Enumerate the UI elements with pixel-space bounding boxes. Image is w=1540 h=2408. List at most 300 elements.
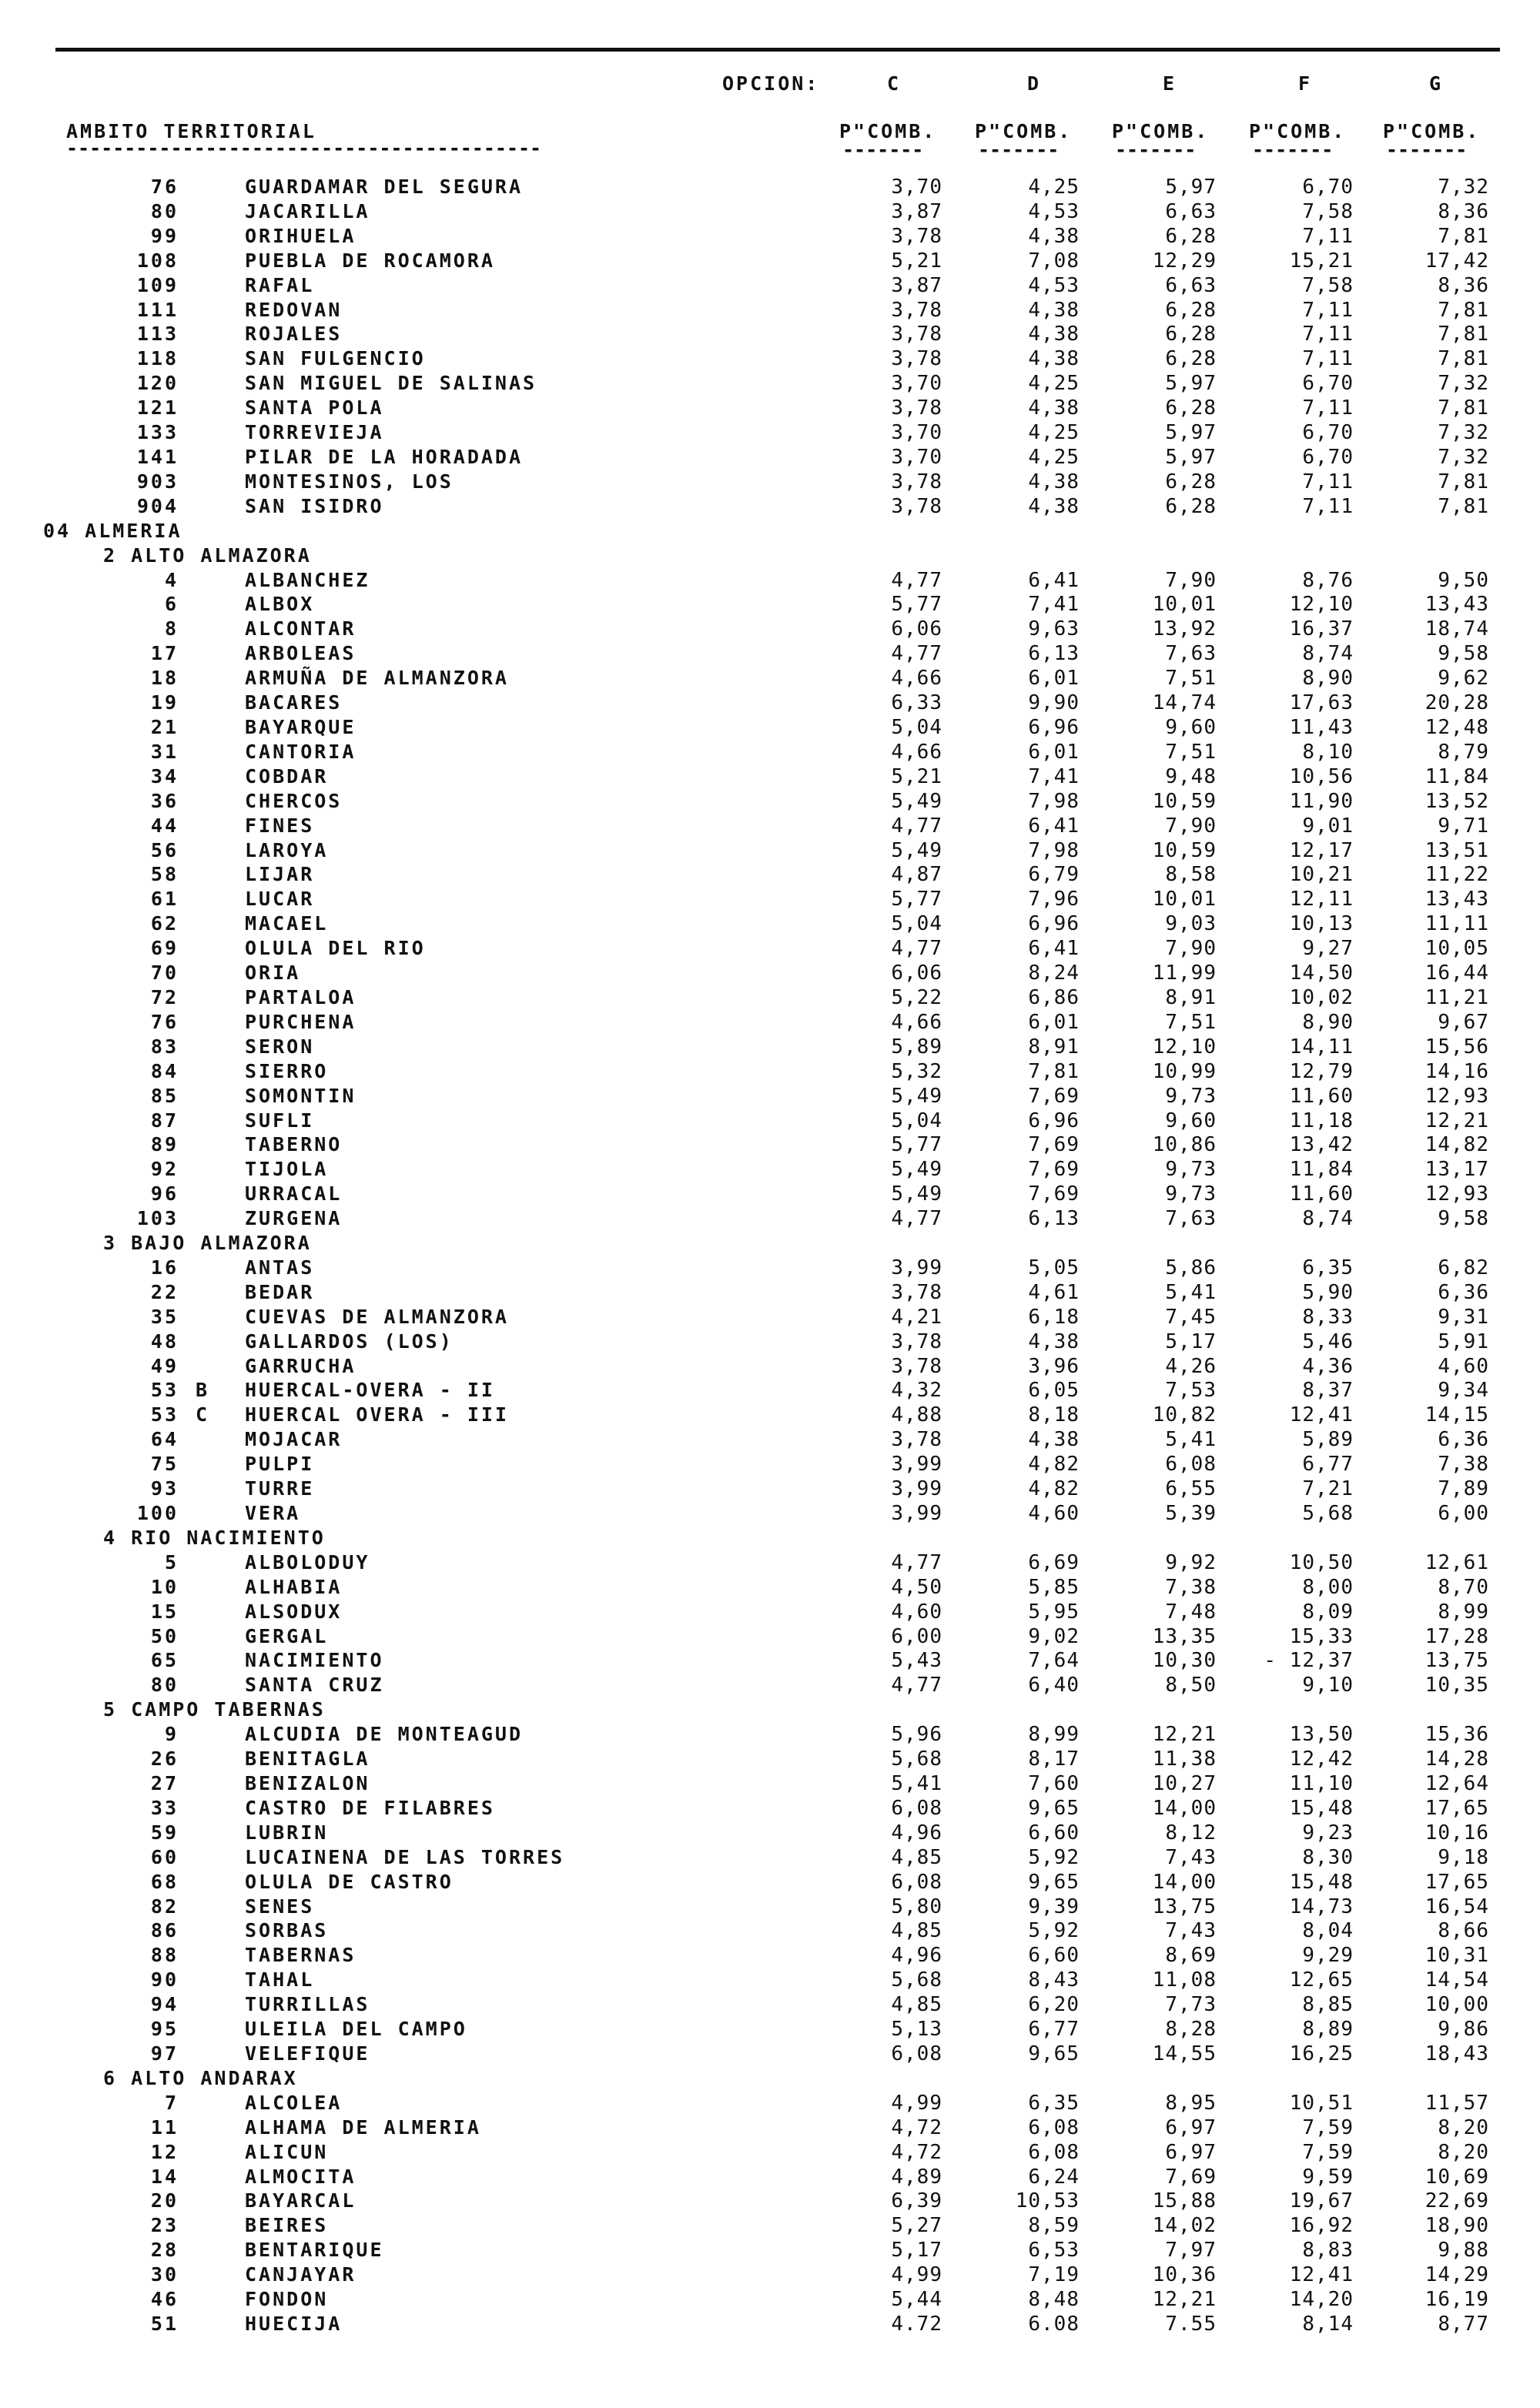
value-cell-e: 12,21 [1152,1723,1217,1746]
value-cell-f: 8,74 [1302,642,1354,665]
value-cell-d: 6,01 [1028,1011,1080,1034]
value-cell-f: 9,29 [1302,1944,1354,1967]
value-cell-c: 5,21 [891,765,942,788]
value-cell-g: 5,91 [1438,1330,1489,1353]
value-cell-c: 3,78 [891,1330,942,1353]
municipality-code: 56 [150,839,179,861]
value-cell-d: 4,61 [1028,1281,1080,1304]
value-cell-e: 10,86 [1152,1133,1217,1156]
value-cell-f: 7,11 [1302,323,1354,346]
municipality-name: ORIA [245,962,301,984]
value-cell-g: 10,69 [1424,2166,1489,2189]
value-cell-d: 9,65 [1028,1871,1080,1894]
value-cell-f: 8,30 [1302,1846,1354,1869]
value-cell-g: 16,44 [1424,962,1489,985]
value-cell-d: 7,98 [1028,790,1080,813]
value-cell-g: 17,65 [1424,1797,1489,1820]
value-cell-g: 7,81 [1438,396,1489,420]
value-cell-f: 8,04 [1302,1919,1354,1942]
municipality-name: URRACAL [245,1182,343,1205]
value-cell-c: 5,89 [891,1035,942,1059]
value-cell-f: 7,59 [1302,2141,1354,2164]
value-cell-g: 15,56 [1424,1035,1489,1059]
value-cell-g: 7,32 [1438,372,1489,395]
value-cell-c: 3,78 [891,323,942,346]
municipality-name: CANTORIA [245,741,357,763]
value-cell-e: 9,73 [1165,1182,1217,1206]
value-cell-d: 6,69 [1028,1551,1080,1574]
value-cell-g: 7,32 [1438,421,1489,444]
municipality-name: BENIZALON [245,1772,370,1794]
value-cell-c: 6,00 [891,1625,942,1648]
value-cell-e: 7,51 [1165,667,1217,690]
value-cell-g: 10,35 [1424,1674,1489,1697]
value-cell-e: 5,86 [1165,1256,1217,1279]
value-cell-e: 6,28 [1165,396,1217,420]
value-cell-d: 9,65 [1028,2042,1080,2065]
value-cell-c: 6,06 [891,617,942,640]
municipality-name: OLULA DEL RIO [245,937,426,959]
value-cell-f: 10,50 [1289,1551,1354,1574]
municipality-code: 34 [150,765,179,788]
value-cell-g: 7,81 [1438,225,1489,248]
value-cell-g: 15,36 [1424,1723,1489,1746]
municipality-name: ALBANCHEZ [245,569,370,591]
value-cell-g: 18,90 [1424,2214,1489,2237]
municipality-code: 14 [150,2166,179,2188]
value-cell-d: 6,13 [1028,1207,1080,1230]
municipality-name: LUCAR [245,888,315,910]
value-cell-c: 4,99 [891,2092,942,2115]
municipality-name: JACARILLA [245,200,370,222]
value-cell-f: 11,84 [1289,1158,1354,1181]
municipality-code: 62 [150,912,179,935]
column-header-f: F [1298,72,1313,95]
value-cell-g: 13,43 [1424,593,1489,616]
value-cell-g: 8,70 [1438,1576,1489,1599]
value-cell-c: 4,72 [891,2141,942,2164]
value-cell-d: 5,95 [1028,1600,1080,1624]
value-cell-c: 5,13 [891,2018,942,2041]
value-cell-f: 7,58 [1302,200,1354,223]
municipality-name: PURCHENA [245,1011,357,1033]
value-cell-d: 4,38 [1028,495,1080,518]
municipality-code: 80 [150,200,179,222]
value-cell-c: 5,49 [891,790,942,813]
value-cell-c: 3,78 [891,347,942,370]
value-cell-e: 9,92 [1165,1551,1217,1574]
value-cell-g: 10,16 [1424,1821,1489,1844]
municipality-name: TURRILLAS [245,1993,370,2015]
municipality-name: CASTRO DE FILABRES [245,1797,495,1819]
value-cell-f: 8,10 [1302,741,1354,764]
value-cell-f: 17,63 [1289,691,1354,714]
municipality-code: 11 [150,2116,179,2139]
municipality-code: 61 [150,888,179,910]
value-cell-e: 8,91 [1165,986,1217,1009]
value-cell-f: 8,85 [1302,1993,1354,2016]
value-cell-g: 6,36 [1438,1281,1489,1304]
value-cell-d: 7,08 [1028,249,1080,273]
municipality-code: 15 [150,1600,179,1623]
value-cell-d: 4,38 [1028,1330,1080,1353]
value-cell-g: 17,65 [1424,1871,1489,1894]
municipality-name: ALMOCITA [245,2166,357,2188]
value-cell-f: 10,21 [1289,863,1354,886]
value-cell-c: 3,99 [891,1477,942,1500]
value-cell-f: 10,02 [1289,986,1354,1009]
value-cell-e: 10,36 [1152,2263,1217,2286]
value-cell-f: 9,01 [1302,814,1354,838]
value-cell-g: 9,71 [1438,814,1489,838]
municipality-name: GUARDAMAR DEL SEGURA [245,176,524,198]
value-cell-e: 7,45 [1165,1306,1217,1329]
municipality-code: 108 [136,249,179,272]
municipality-code: 72 [150,986,179,1008]
municipality-code: 18 [150,667,179,689]
value-cell-e: 10,01 [1152,593,1217,616]
municipality-name: GALLARDOS (LOS) [245,1330,454,1353]
value-cell-d: 9,90 [1028,691,1080,714]
value-cell-g: 18,43 [1424,2042,1489,2065]
value-cell-d: 6,01 [1028,667,1080,690]
municipality-name: BAYARCAL [245,2189,357,2212]
value-cell-e: 5,39 [1165,1502,1217,1525]
value-cell-c: 4,87 [891,863,942,886]
value-cell-f: 16,37 [1289,617,1354,640]
municipality-name: ALHABIA [245,1576,343,1598]
municipality-name: ALICUN [245,2141,329,2163]
municipality-name: BACARES [245,691,343,714]
municipality-code: 75 [150,1453,179,1475]
value-cell-c: 5,49 [891,1182,942,1206]
value-cell-f: 12,41 [1289,1403,1354,1426]
municipality-name: TABERNAS [245,1944,357,1966]
municipality-name: BENTARIQUE [245,2239,384,2261]
value-cell-g: 14,28 [1424,1747,1489,1771]
value-cell-f: 14,73 [1289,1895,1354,1918]
value-cell-f: 12,10 [1289,593,1354,616]
value-cell-c: 5,32 [891,1060,942,1083]
column-header-c: C [887,72,902,95]
value-cell-c: 5,49 [891,1085,942,1108]
municipality-name: SUFLI [245,1109,315,1132]
value-cell-f: 8,90 [1302,667,1354,690]
municipality-code: 28 [150,2239,179,2261]
value-cell-e: 14,55 [1152,2042,1217,2065]
value-cell-f: 11,60 [1289,1085,1354,1108]
value-cell-d: 6,41 [1028,937,1080,960]
value-cell-d: 4,60 [1028,1502,1080,1525]
value-cell-c: 4,50 [891,1576,942,1599]
value-cell-e: 11,38 [1152,1747,1217,1771]
column-header-g: G [1429,72,1444,95]
value-cell-f: 8,37 [1302,1379,1354,1402]
value-cell-f: 5,90 [1302,1281,1354,1304]
value-cell-g: 8,66 [1438,1919,1489,1942]
value-cell-d: 8,17 [1028,1747,1080,1771]
value-cell-e: 6,28 [1165,347,1217,370]
value-cell-d: 8,59 [1028,2214,1080,2237]
value-cell-d: 7,98 [1028,839,1080,862]
value-cell-e: 5,41 [1165,1281,1217,1304]
value-cell-d: 9,65 [1028,1797,1080,1820]
value-cell-c: 3,87 [891,274,942,297]
value-cell-e: 10,01 [1152,888,1217,911]
value-cell-f: 8,33 [1302,1306,1354,1329]
municipality-code: 100 [136,1502,179,1524]
value-cell-f: 14,20 [1289,2288,1354,2311]
value-cell-g: 13,51 [1424,839,1489,862]
value-cell-e: 7,43 [1165,1846,1217,1869]
value-cell-f: 11,43 [1289,716,1354,739]
value-cell-c: 5,68 [891,1747,942,1771]
value-cell-f: 9,23 [1302,1821,1354,1844]
value-cell-e: 8,12 [1165,1821,1217,1844]
value-cell-g: 9,58 [1438,642,1489,665]
value-cell-e: 4,26 [1165,1355,1217,1378]
value-cell-g: 17,28 [1424,1625,1489,1648]
value-cell-d: 4,25 [1028,176,1080,199]
value-cell-c: 4,77 [891,642,942,665]
value-cell-f: 8,76 [1302,569,1354,592]
value-cell-e: 15,88 [1152,2189,1217,2212]
municipality-code: 99 [150,225,179,247]
value-cell-d: 4,25 [1028,421,1080,444]
municipality-code: 82 [150,1895,179,1918]
value-cell-c: 4,77 [891,1674,942,1697]
municipality-name: ULEILA DEL CAMPO [245,2018,467,2040]
value-cell-e: 7,90 [1165,814,1217,838]
municipality-name: ANTAS [245,1256,315,1279]
value-cell-f: 4,36 [1302,1355,1354,1378]
municipality-name: ALCUDIA DE MONTEAGUD [245,1723,524,1745]
value-cell-d: 4,38 [1028,396,1080,420]
column-subheader-f: P"COMB. [1249,120,1347,142]
value-cell-g: 9,50 [1438,569,1489,592]
value-cell-d: 4,53 [1028,200,1080,223]
value-cell-c: 4,77 [891,814,942,838]
municipality-name: TABERNO [245,1133,343,1156]
value-cell-d: 4,82 [1028,1453,1080,1476]
value-cell-g: 9,58 [1438,1207,1489,1230]
value-cell-f: 9,27 [1302,937,1354,960]
value-cell-d: 3,96 [1028,1355,1080,1378]
value-cell-d: 7,19 [1028,2263,1080,2286]
value-cell-d: 6.08 [1028,2313,1080,2336]
value-cell-g: 14,29 [1424,2263,1489,2286]
value-cell-e: 10,27 [1152,1772,1217,1795]
municipality-code: 46 [150,2288,179,2310]
value-cell-e: 6,28 [1165,470,1217,493]
value-cell-c: 3,99 [891,1502,942,1525]
municipality-code: 88 [150,1944,179,1966]
municipality-name: ALCONTAR [245,617,357,640]
value-cell-e: 8,58 [1165,863,1217,886]
municipality-name: RAFAL [245,274,315,296]
value-cell-g: 11,21 [1424,986,1489,1009]
value-cell-g: 14,16 [1424,1060,1489,1083]
municipality-name: TAHAL [245,1968,315,1991]
value-cell-f: 12,42 [1289,1747,1354,1771]
value-cell-f: 7,11 [1302,225,1354,248]
value-cell-d: 4,38 [1028,1428,1080,1451]
municipality-code: 12 [150,2141,179,2163]
value-cell-f: 10,13 [1289,912,1354,935]
municipality-code: 109 [136,274,179,296]
value-cell-c: 3,70 [891,421,942,444]
municipality-code: 76 [150,176,179,198]
municipality-code: 85 [150,1085,179,1107]
municipality-name: SORBAS [245,1919,329,1941]
value-cell-e: 13,75 [1152,1895,1217,1918]
value-cell-g: 14,15 [1424,1403,1489,1426]
value-cell-d: 6,08 [1028,2116,1080,2139]
value-cell-c: 4,77 [891,937,942,960]
value-cell-e: 9,60 [1165,716,1217,739]
value-cell-d: 4,38 [1028,323,1080,346]
value-cell-e: 14,00 [1152,1871,1217,1894]
municipality-code: 113 [136,323,179,345]
municipality-code: 69 [150,937,179,959]
value-cell-c: 5,44 [891,2288,942,2311]
value-cell-f: 8,89 [1302,2018,1354,2041]
municipality-code: 93 [150,1477,179,1500]
value-cell-c: 5,04 [891,716,942,739]
municipality-name: TORREVIEJA [245,421,384,443]
value-cell-e: 6,28 [1165,495,1217,518]
value-cell-e: 14,74 [1152,691,1217,714]
municipality-code: 19 [150,691,179,714]
value-cell-e: 11,08 [1152,1968,1217,1992]
value-cell-g: 9,31 [1438,1306,1489,1329]
value-cell-d: 6,60 [1028,1944,1080,1967]
municipality-code: 121 [136,396,179,419]
value-cell-d: 9,39 [1028,1895,1080,1918]
value-cell-e: 5,17 [1165,1330,1217,1353]
value-cell-c: 6,08 [891,1871,942,1894]
municipality-code: 65 [150,1649,179,1671]
value-cell-e: 6,97 [1165,2116,1217,2139]
municipality-name: LUBRIN [245,1821,329,1844]
value-cell-d: 6,01 [1028,741,1080,764]
value-cell-f: 8,74 [1302,1207,1354,1230]
municipality-name: HUERCAL-OVERA - II [245,1379,495,1401]
value-cell-e: 12,10 [1152,1035,1217,1059]
value-cell-g: 6,00 [1438,1502,1489,1525]
municipality-name: HUECIJA [245,2313,343,2335]
value-cell-e: 5,97 [1165,421,1217,444]
column-underline-f: ------- [1252,139,1334,161]
value-cell-d: 6,96 [1028,716,1080,739]
value-cell-c: 6,08 [891,1797,942,1820]
municipality-code: 31 [150,741,179,763]
value-cell-e: 7,73 [1165,1993,1217,2016]
value-cell-e: 5,97 [1165,176,1217,199]
value-cell-d: 6,79 [1028,863,1080,886]
value-cell-e: 8,28 [1165,2018,1217,2041]
value-cell-d: 8,48 [1028,2288,1080,2311]
value-cell-g: 7,38 [1438,1453,1489,1476]
value-cell-e: 7,63 [1165,642,1217,665]
value-cell-c: 3,78 [891,225,942,248]
value-cell-d: 10,53 [1015,2189,1080,2212]
value-cell-f: 15,48 [1289,1797,1354,1820]
value-cell-d: 5,05 [1028,1256,1080,1279]
value-cell-g: 11,57 [1424,2092,1489,2115]
value-cell-c: 4,77 [891,569,942,592]
municipality-name: ARBOLEAS [245,642,357,664]
value-cell-c: 5,27 [891,2214,942,2237]
value-cell-d: 7,60 [1028,1772,1080,1795]
column-subheader-d: P"COMB. [975,120,1073,142]
value-cell-d: 6,77 [1028,2018,1080,2041]
value-cell-c: 3,78 [891,1281,942,1304]
value-cell-e: 5,97 [1165,372,1217,395]
value-cell-f: 7,21 [1302,1477,1354,1500]
value-cell-e: 6,97 [1165,2141,1217,2164]
municipality-name: LUCAINENA DE LAS TORRES [245,1846,565,1868]
municipality-name: MACAEL [245,912,329,935]
value-cell-f: 5,68 [1302,1502,1354,1525]
value-cell-e: 10,99 [1152,1060,1217,1083]
comarca-heading: 5 CAMPO TABERNAS [103,1698,326,1721]
municipality-code: 83 [150,1035,179,1058]
value-cell-c: 3,70 [891,446,942,469]
municipality-code: 9 [164,1723,179,1745]
municipality-code: 58 [150,863,179,885]
municipality-name: VERA [245,1502,301,1524]
value-cell-d: 5,92 [1028,1919,1080,1942]
column-underline-d: ------- [978,139,1060,161]
value-cell-f: 7,11 [1302,299,1354,322]
municipality-code: 49 [150,1355,179,1377]
municipality-code-suffix: B [196,1379,210,1401]
value-cell-c: 3,78 [891,1355,942,1378]
value-cell-c: 4,66 [891,1011,942,1034]
value-cell-e: 7,38 [1165,1576,1217,1599]
value-cell-g: 11,11 [1424,912,1489,935]
municipality-code: 33 [150,1797,179,1819]
value-cell-d: 6,40 [1028,1674,1080,1697]
value-cell-d: 6,60 [1028,1821,1080,1844]
municipality-code: 5 [164,1551,179,1574]
municipality-name: SERON [245,1035,315,1058]
column-header-d: D [1027,72,1042,95]
value-cell-g: 13,75 [1424,1649,1489,1672]
value-cell-f: 8,83 [1302,2239,1354,2262]
value-cell-e: 8,95 [1165,2092,1217,2115]
value-cell-f: 13,42 [1289,1133,1354,1156]
municipality-name: BAYARQUE [245,716,357,738]
value-cell-g: 22,69 [1424,2189,1489,2212]
value-cell-e: 13,35 [1152,1625,1217,1648]
value-cell-g: 8,77 [1438,2313,1489,2336]
value-cell-c: 6,08 [891,2042,942,2065]
value-cell-f: 11,10 [1289,1772,1354,1795]
value-cell-c: 5,77 [891,888,942,911]
municipality-code: 10 [150,1576,179,1598]
value-cell-g: 7,81 [1438,299,1489,322]
value-cell-d: 6,41 [1028,814,1080,838]
municipality-name: SOMONTIN [245,1085,357,1107]
value-cell-e: 7,69 [1165,2166,1217,2189]
value-cell-d: 9,63 [1028,617,1080,640]
value-cell-e: 6,08 [1165,1453,1217,1476]
municipality-code: 60 [150,1846,179,1868]
value-cell-f: 10,51 [1289,2092,1354,2115]
value-cell-f: 6,70 [1302,446,1354,469]
